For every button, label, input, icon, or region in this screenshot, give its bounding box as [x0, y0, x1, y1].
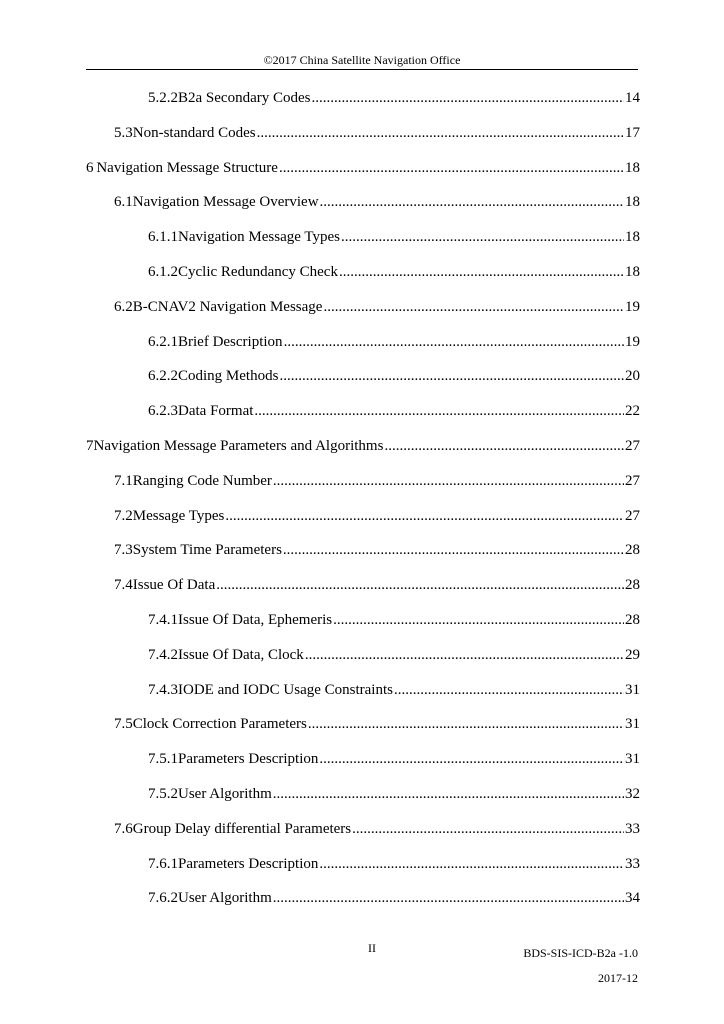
toc-entry-number: 7.4.1 [148, 612, 178, 628]
toc-entry-title: Navigation Message Parameters and Algorithms [93, 438, 384, 454]
toc-dot-leader [394, 680, 624, 700]
toc-entry-number: 7.5.2 [148, 786, 178, 802]
toc-entry-page: 28 [625, 577, 640, 594]
toc-entry[interactable] [114, 819, 640, 839]
toc-entry-page: 27 [625, 507, 640, 524]
toc-entry-number: 6.1 [114, 194, 133, 211]
toc-entry-number: 7.5.1 [148, 751, 178, 768]
toc-dot-leader [257, 123, 624, 143]
toc-entry-page: 17 [625, 124, 640, 141]
toc-entry-number: 6.1.2 [148, 264, 178, 280]
toc-entry[interactable] [148, 854, 640, 874]
toc-entry-number: 6 [86, 159, 94, 176]
toc-entry-page: 31 [625, 681, 640, 698]
toc-entry-title: Group Delay differential Parameters [132, 820, 352, 837]
toc-entry-title: User Algorithm [178, 786, 272, 802]
toc-entry-page: 19 [625, 333, 640, 350]
toc-entry[interactable] [86, 158, 640, 178]
toc-dot-leader [225, 506, 624, 526]
toc-entry[interactable] [148, 401, 640, 421]
toc-entry-number: 5.2.2 [148, 90, 178, 106]
toc-entry-number: 7.5 [114, 716, 133, 733]
toc-entry-page: 34 [625, 890, 640, 907]
toc-entry-title: Message Types [132, 507, 225, 524]
toc-entry[interactable] [148, 784, 640, 804]
toc-dot-leader [305, 645, 624, 665]
toc-entry-number: 7.4.3 [148, 681, 178, 698]
toc-entry-title: Data Format [178, 403, 254, 420]
toc-entry-page: 22 [625, 403, 640, 420]
toc-entry-page: 18 [625, 194, 640, 211]
toc-entry-page: 32 [625, 786, 640, 802]
toc-entry[interactable] [148, 888, 640, 908]
toc-entry[interactable] [86, 436, 640, 456]
toc-entry[interactable] [114, 506, 640, 526]
toc-entry-page: 14 [625, 90, 640, 106]
toc-entry-number: 6.1.1 [148, 229, 178, 246]
toc-entry-page: 18 [625, 264, 640, 280]
toc-entry-page: 20 [625, 368, 640, 385]
toc-dot-leader [283, 540, 624, 560]
toc-entry-number: 6.2.2 [148, 368, 178, 385]
toc-entry[interactable] [148, 332, 640, 352]
toc-dot-leader [319, 749, 624, 769]
toc-entry[interactable] [114, 540, 640, 560]
document-id: BDS-SIS-ICD-B2a -1.0 [523, 946, 638, 960]
toc-dot-leader [311, 88, 624, 108]
toc-entry-page: 33 [625, 820, 640, 837]
toc-entry-title: Brief Description [178, 333, 283, 350]
toc-entry-title: Issue Of Data [132, 577, 216, 594]
toc-dot-leader [339, 262, 624, 282]
toc-entry-page: 33 [625, 855, 640, 872]
toc-entry-page: 31 [625, 716, 640, 733]
toc-dot-leader [333, 610, 624, 630]
toc-entry-page: 18 [625, 159, 640, 176]
toc-entry[interactable] [148, 366, 640, 386]
toc-entry-title: Navigation Message Types [178, 229, 340, 246]
toc-entry-title: B-CNAV2 Navigation Message [132, 298, 323, 315]
toc-entry[interactable] [114, 192, 640, 212]
toc-dot-leader [352, 819, 624, 839]
toc-entry[interactable] [148, 227, 640, 247]
toc-entry-title: User Algorithm [178, 890, 272, 907]
toc-entry[interactable] [114, 714, 640, 734]
toc-entry-title: Coding Methods [178, 368, 279, 385]
toc-entry-page: 28 [625, 612, 640, 628]
toc-entry-title: Issue Of Data, Ephemeris [178, 612, 333, 628]
toc-entry-number: 7 [86, 438, 94, 454]
toc-entry-title: Ranging Code Number [132, 472, 272, 489]
toc-entry[interactable] [114, 123, 640, 143]
toc-entry-number: 7.6 [114, 820, 133, 837]
toc-entry-title: Clock Correction Parameters [132, 716, 307, 733]
toc-dot-leader [341, 227, 624, 247]
toc-dot-leader [273, 471, 624, 491]
toc-entry[interactable] [114, 575, 640, 595]
toc-dot-leader [384, 436, 624, 456]
toc-entry-title: Non-standard Codes [132, 124, 256, 141]
toc-entry-number: 7.2 [114, 507, 133, 524]
toc-dot-leader [319, 854, 624, 874]
document-info [523, 941, 638, 991]
header-rule [86, 69, 638, 70]
toc-entry-number: 7.6.1 [148, 855, 178, 872]
toc-entry-title: Cyclic Redundancy Check [178, 264, 338, 280]
toc-dot-leader [216, 575, 624, 595]
toc-entry-number: 5.3 [114, 124, 133, 141]
toc-dot-leader [273, 784, 624, 804]
toc-dot-leader [320, 192, 624, 212]
toc-entry[interactable] [148, 262, 640, 282]
toc-dot-leader [279, 366, 624, 386]
toc-entry-number: 7.3 [114, 542, 133, 559]
toc-entry-number: 7.4.2 [148, 646, 178, 663]
toc-entry-page: 29 [625, 646, 640, 663]
toc-dot-leader [273, 888, 624, 908]
toc-entry-number: 6.2.1 [148, 333, 178, 350]
toc-entry-number: 6.2.3 [148, 403, 178, 420]
toc-entry-number: 7.6.2 [148, 890, 178, 907]
toc-entry-page: 31 [625, 751, 640, 768]
toc-entry-number: 7.1 [114, 472, 133, 489]
toc-dot-leader [279, 158, 624, 178]
toc-entry-title: Navigation Message Structure [96, 159, 278, 176]
toc-dot-leader [254, 401, 624, 421]
toc-dot-leader [308, 714, 624, 734]
page-number: II [368, 941, 376, 955]
toc-dot-leader [284, 332, 624, 352]
toc-entry-title: Parameters Description [178, 751, 319, 768]
toc-entry-page: 18 [625, 229, 640, 246]
toc-entry-title: B2a Secondary Codes [178, 90, 311, 106]
toc-entry-number: 7.4 [114, 577, 133, 594]
toc-entry-page: 27 [625, 438, 640, 454]
toc-entry-title: IODE and IODC Usage Constraints [178, 681, 393, 698]
toc-entry-title: Parameters Description [178, 855, 319, 872]
toc-entry[interactable] [148, 749, 640, 769]
toc-entry-page: 27 [625, 472, 640, 489]
toc-entry[interactable] [148, 680, 640, 700]
toc-entry[interactable] [114, 297, 640, 317]
page-header: ©2017 China Satellite Navigation Office [263, 53, 461, 67]
toc-entry-title: Navigation Message Overview [132, 194, 319, 211]
toc-entry-page: 19 [625, 298, 640, 315]
document-date: 2017-12 [598, 971, 638, 985]
toc-entry[interactable] [148, 88, 640, 108]
toc-entry-page: 28 [625, 542, 640, 559]
toc-entry-number: 6.2 [114, 298, 133, 315]
toc-entry[interactable] [148, 645, 640, 665]
toc-dot-leader [323, 297, 624, 317]
toc-entry[interactable] [148, 610, 640, 630]
toc-entry-title: Issue Of Data, Clock [178, 646, 304, 663]
toc-entry[interactable] [114, 471, 640, 491]
toc-entry-title: System Time Parameters [132, 542, 282, 559]
